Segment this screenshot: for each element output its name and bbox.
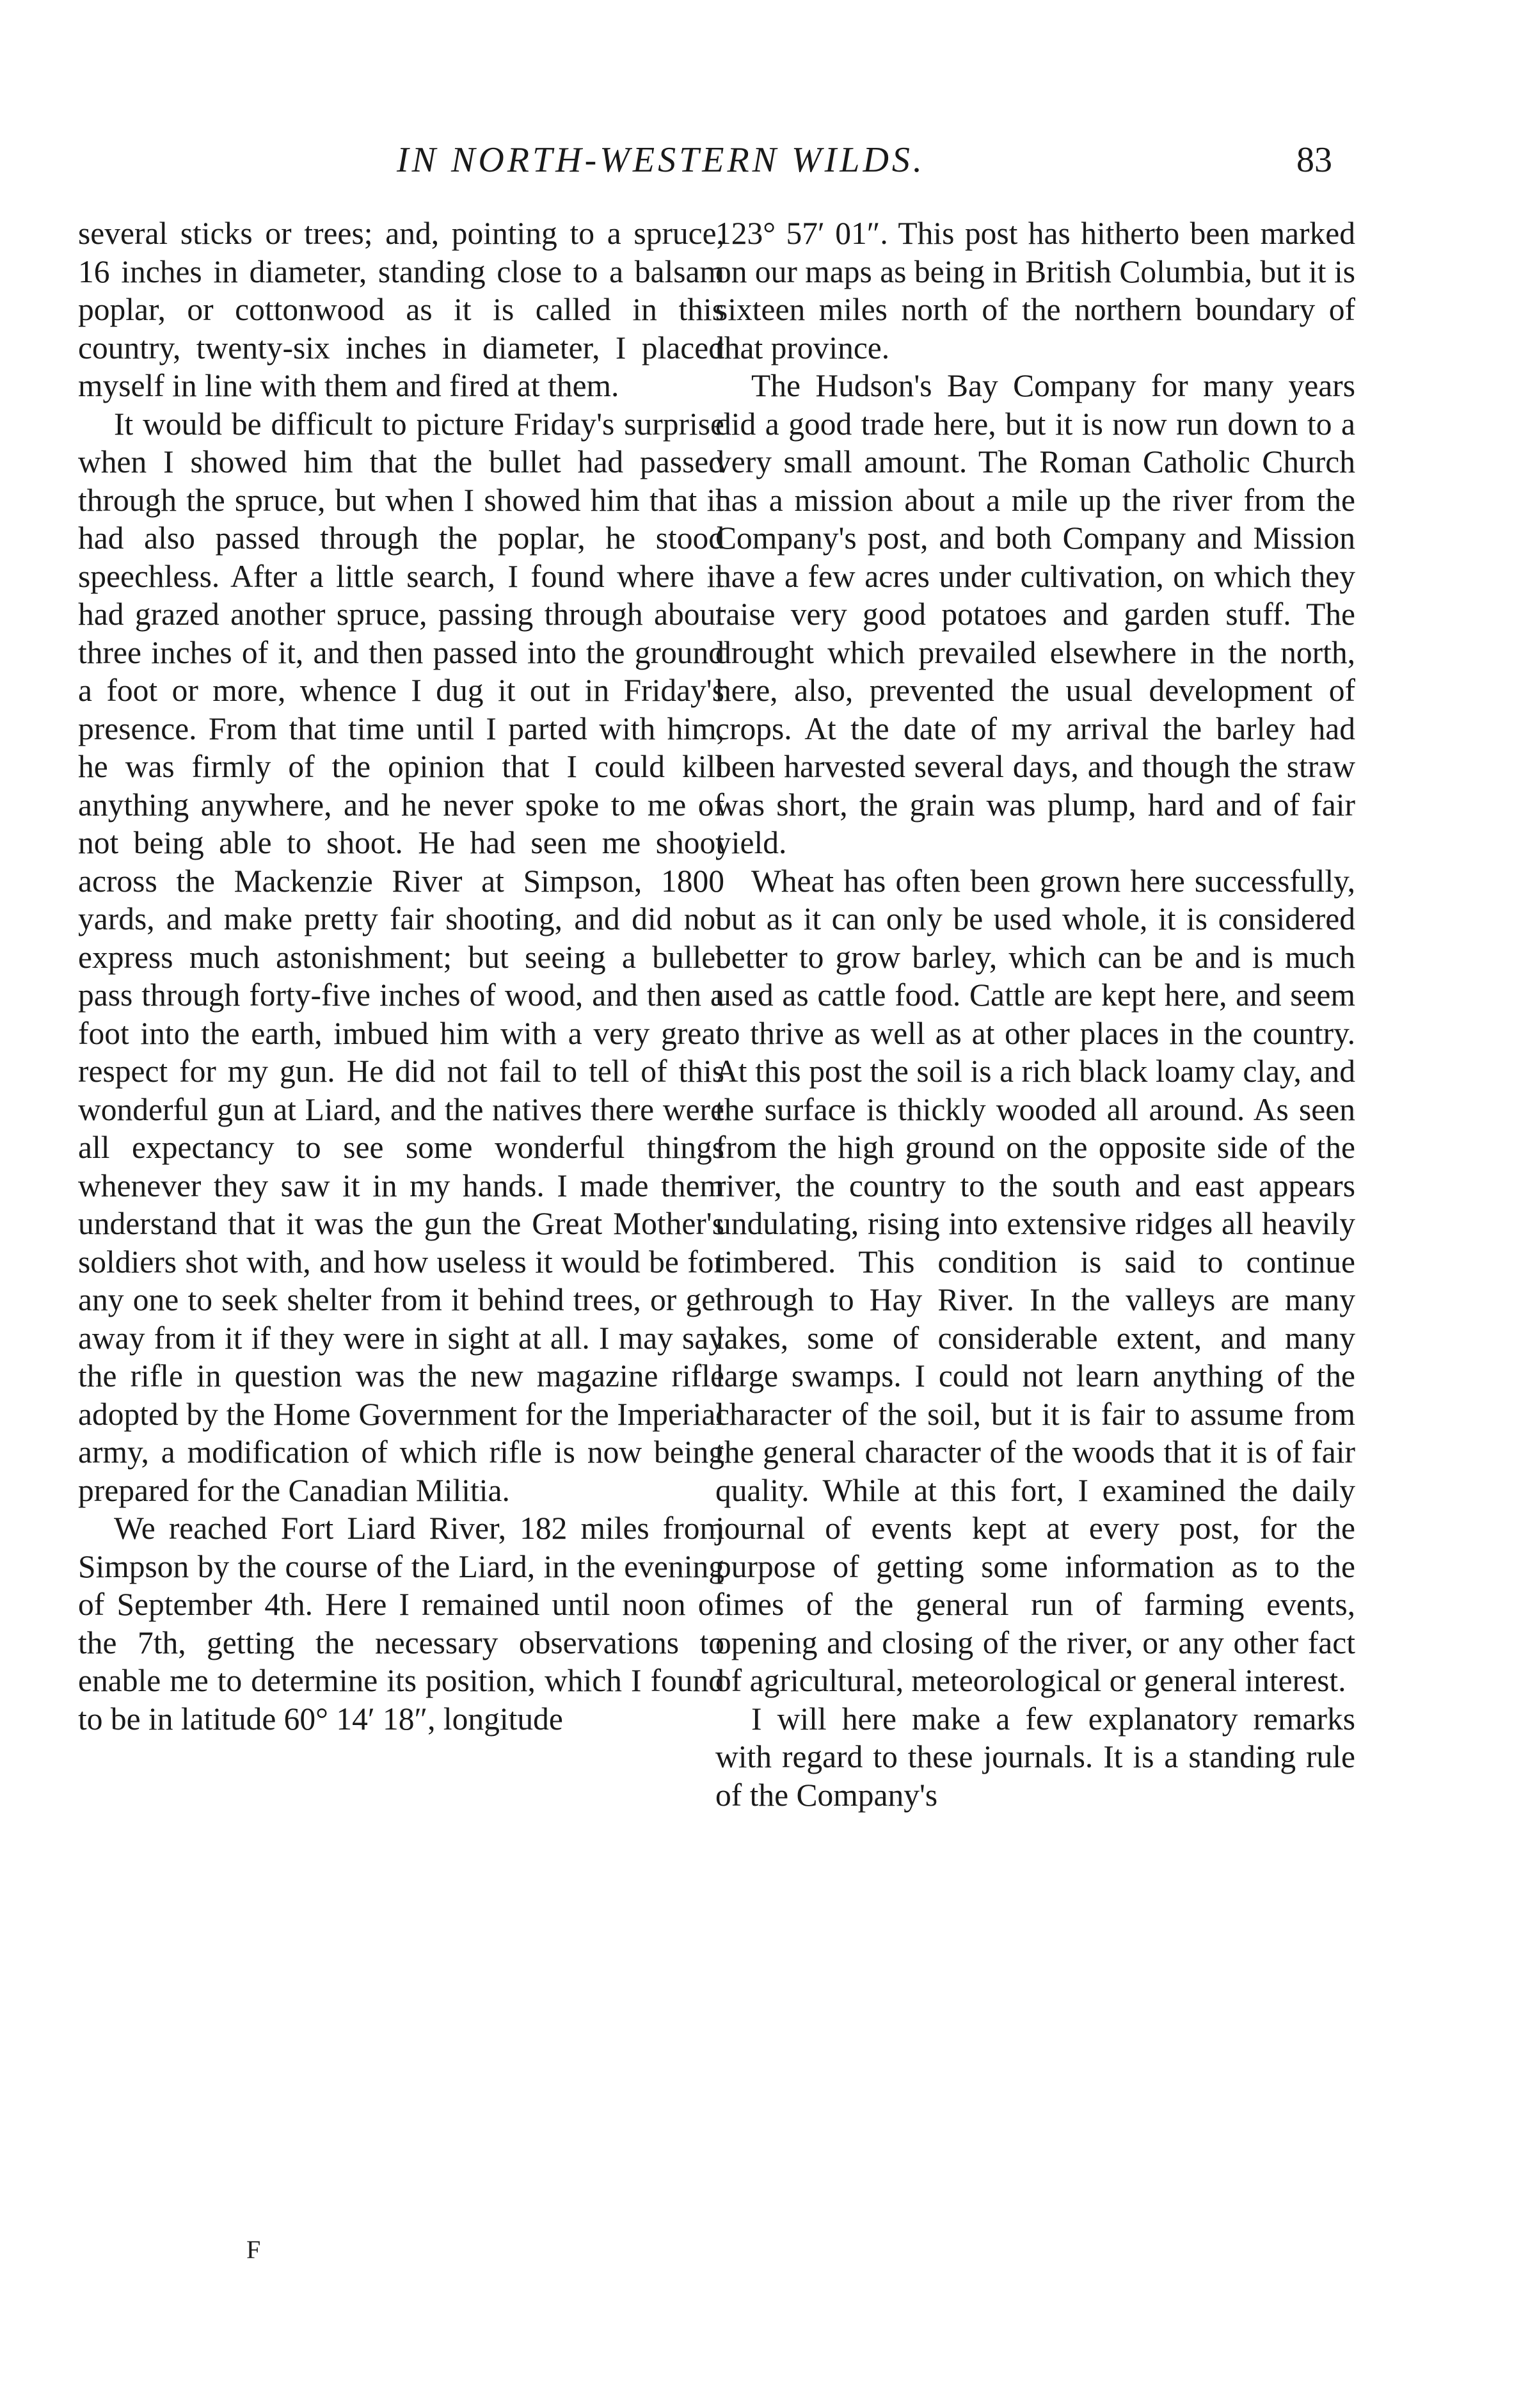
running-title: IN NORTH-WESTERN WILDS.: [397, 140, 925, 180]
running-header: [0, 134, 1537, 186]
paragraph: I will here make a few explanatory remarks with regard to these journals. It is a standing rule of the Company's: [715, 1701, 1355, 1813]
signature-mark: F: [246, 2235, 261, 2264]
paragraph: The Hudson's Bay Company for many years did a good trade here, but it is now run down to a very small amount. The Roman Catholic Church has a mission about a mile up the river from the Company's post, and both Company and Mission have a few acres under cultivation, on which they raise very good potatoes and garden stuff. The drought which prevailed elsewhere in the north, here, also, prevented the usual development of crops. At the date of my arrival the barley had been harvested several days, and though the straw was short, the grain was plump, hard and of fair yield.: [715, 368, 1355, 860]
paragraph: Wheat has often been grown here successfully, but as it can only be used whole, it is considered better to grow barley, which can be and is much used as cattle food. Cattle are kept here, and seem to thrive as well as at other places in the country. At this post the soil is a rich black loamy clay, and the surface is thickly wooded all around. As seen from the high ground on the opposite side of the river, the country to the south and east appears undulating, rising into extensive ridges all heavily timbered. This condition is said to continue through to Hay River. In the valleys are many lakes, some of considerable extent, and many large swamps. I could not learn anything of the character of the soil, but it is fair to assume from the general character of the woods that it is of fair quality. While at this fort, I examined the daily journal of events kept at every post, for the purpose of getting some information as to the times of the general run of farming events, opening and closing of the river, or any other fact of agricultural, meteorological or general interest.: [715, 863, 1355, 1698]
paragraph: several sticks or trees; and, pointing to a spruce, 16 inches in diameter, standing close to a balsam poplar, or cottonwood as it is called in this country, twenty-six inches in diameter, I placed myself in line with them and fired at them.: [78, 216, 724, 403]
paragraph: 123° 57′ 01″. This post has hitherto been marked on our maps as being in British Columbia, but it is sixteen miles north of the northern boundary of that province.: [715, 216, 1355, 365]
left-column: [78, 214, 724, 1738]
right-column: [715, 214, 1355, 1814]
paragraph: It would be difficult to picture Friday's surprise when I showed him that the bullet had passed through the spruce, but when I showed him that it had also passed through the poplar, he stood speechless. After a little search, I found where it had grazed another spruce, passing through about three inches of it, and then passed into the ground a foot or more, whence I dug it out in Friday's presence. From that time until I parted with him, he was firmly of the opinion that I could kill anything anywhere, and he never spoke to me of not being able to shoot. He had seen me shoot across the Mackenzie River at Simpson, 1800 yards, and make pretty fair shooting, and did not express much astonishment; but seeing a bullet pass through forty-five inches of wood, and then a foot into the earth, imbued him with a very great respect for my gun. He did not fail to tell of this wonderful gun at Liard, and the natives there were all expectancy to see some wonderful things whenever they saw it in my hands. I made them understand that it was the gun the Great Mother's soldiers shot with, and how useless it would be for any one to seek shelter from it behind trees, or get away from it if they were in sight at all. I may say the rifle in question was the new magazine rifle adopted by the Home Government for the Imperial army, a modification of which rifle is now being prepared for the Canadian Militia.: [78, 406, 724, 1508]
paragraph: We reached Fort Liard River, 182 miles from Simpson by the course of the Liard, in the evening of September 4th. Here I remained until noon of the 7th, getting the necessary observations to enable me to determine its position, which I found to be in latitude 60° 14′ 18″, longitude: [78, 1511, 724, 1737]
page-number: 83: [1296, 140, 1332, 180]
